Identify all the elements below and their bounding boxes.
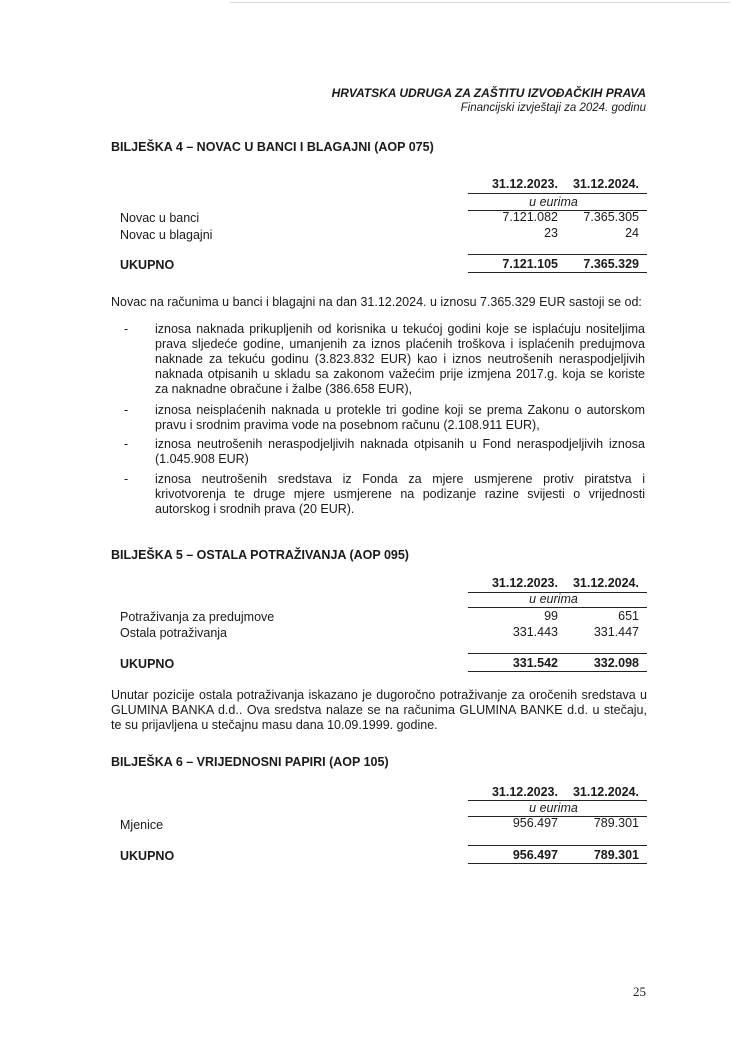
note5-row-value-2023: 331.443 bbox=[512, 625, 558, 639]
note4-bullet-item: iznosa naknada prikupljenih od korisnika u tekućoj godini koje se isplaćuju nositeljima prava sljedeće godine, umanjenih za iznos plaćenih troškova i isplaćenih predujmova naknade za tekuću godinu (3.823.832 EUR) kao i iznos neutrošenih neraspodjeljivih naknada otpisanih u skladu sa zakonom važećim prije izmjena 2017.g. koja se koriste za naknadne obračune i žalbe (386.658 EUR), bbox=[155, 322, 645, 396]
note6-total-label: UKUPNO bbox=[120, 849, 175, 863]
note5-row-value-2024: 651 bbox=[618, 609, 639, 623]
note6-row-label: Mjenice bbox=[120, 818, 164, 832]
page-number: 25 bbox=[633, 984, 646, 999]
note5-col-2024-header: 31.12.2024. bbox=[572, 576, 639, 590]
note6-total-rule-bottom bbox=[468, 863, 647, 864]
note4-row-label: Novac u banci bbox=[120, 211, 200, 225]
note4-row-value-2023: 7.121.082 bbox=[502, 210, 558, 224]
scan-top-edge bbox=[230, 2, 730, 3]
note4-total-rule-top bbox=[468, 254, 647, 255]
bullet-dash: - bbox=[124, 472, 129, 486]
note5-total-2023: 331.542 bbox=[512, 656, 558, 670]
note5-title: BILJEŠKA 5 – OSTALA POTRAŽIVANJA (AOP 095) bbox=[111, 548, 409, 562]
note4-title: BILJEŠKA 4 – NOVAC U BANCI I BLAGAJNI (AOP 075) bbox=[111, 140, 434, 154]
note4-total-2023: 7.121.105 bbox=[502, 257, 558, 271]
note6-title: BILJEŠKA 6 – VRIJEDNOSNI PAPIRI (AOP 105) bbox=[111, 755, 389, 769]
note4-intro: Novac na računima u banci i blagajni na dan 31.12.2024. u iznosu 7.365.329 EUR sastoji se od: bbox=[111, 295, 642, 309]
note6-row-value-2024: 789.301 bbox=[593, 816, 639, 830]
note5-col-2023-header: 31.12.2023. bbox=[491, 576, 558, 590]
note4-bullet-item: iznosa neutrošenih neraspodjeljivih naknada otpisanih u Fond neraspodjeljivih iznosa (1.045.908 EUR) bbox=[155, 437, 645, 466]
note5-total-rule-bottom bbox=[468, 671, 647, 672]
note6-col-2023-header: 31.12.2023. bbox=[491, 785, 558, 799]
note4-total-2024: 7.365.329 bbox=[583, 257, 639, 271]
bullet-dash: - bbox=[124, 437, 129, 451]
note4-row-value-2024: 24 bbox=[625, 226, 639, 240]
bullet-dash: - bbox=[124, 322, 129, 336]
note4-bullet-item: iznosa neutrošenih sredstava iz Fonda za mjere usmjerene protiv piratstva i krivotvorenja te druge mjere usmjerene na podizanje razine svijesti o vrijednosti autorskog i srodnih prava (20 EUR). bbox=[155, 472, 645, 516]
note4-total-label: UKUPNO bbox=[120, 258, 175, 272]
note4-col-2023-header: 31.12.2023. bbox=[491, 177, 558, 191]
note4-unit: u eurima bbox=[529, 195, 578, 209]
note5-total-rule-top bbox=[468, 653, 647, 654]
note5-row-label: Potraživanja za predujmove bbox=[120, 610, 275, 624]
note5-unit: u eurima bbox=[529, 592, 578, 606]
note5-total-label: UKUPNO bbox=[120, 657, 175, 671]
page-header bbox=[332, 86, 646, 116]
note5-row-label: Ostala potraživanja bbox=[120, 626, 228, 640]
note5-description: Unutar pozicije ostala potraživanja iskazano je dugoročno potraživanje za oročenih sredstava u GLUMINA BANKA d.d.. Ova sredstva nalaze se na računima GLUMINA BANKE d.d. u stečaju, te su prijavljena u stečajnu masu dana 10.09.1999. godine. bbox=[111, 688, 647, 732]
note4-header-rule bbox=[468, 193, 647, 194]
note6-total-2024: 789.301 bbox=[593, 848, 639, 862]
note5-unit-rule bbox=[468, 607, 647, 608]
note5-row-value-2024: 331.447 bbox=[593, 625, 639, 639]
note4-row-value-2024: 7.365.305 bbox=[583, 210, 639, 224]
bullet-dash: - bbox=[124, 403, 129, 417]
note4-bullet-item: iznosa neisplaćenih naknada u protekle tri godine koji se prema Zakonu o autorskom pravu i srodnim pravima vode na posebnom računu (2.108.911 EUR), bbox=[155, 403, 645, 432]
note5-row-value-2023: 99 bbox=[544, 609, 558, 623]
note6-row-value-2023: 956.497 bbox=[512, 816, 558, 830]
note6-total-rule-top bbox=[468, 845, 647, 846]
note4-col-2024-header: 31.12.2024. bbox=[572, 177, 639, 191]
note6-unit: u eurima bbox=[529, 801, 578, 815]
note4-total-rule-bottom bbox=[468, 272, 647, 273]
note6-col-2024-header: 31.12.2024. bbox=[572, 785, 639, 799]
organization-name: HRVATSKA UDRUGA ZA ZAŠTITU IZVOĐAČKIH PRAVA bbox=[331, 86, 646, 100]
report-title: Financijski izvještaji za 2024. godinu bbox=[460, 102, 646, 114]
note4-row-label: Novac u blagajni bbox=[120, 228, 213, 242]
note5-total-2024: 332.098 bbox=[593, 656, 639, 670]
note4-row-value-2023: 23 bbox=[544, 226, 558, 240]
note6-total-2023: 956.497 bbox=[512, 848, 558, 862]
